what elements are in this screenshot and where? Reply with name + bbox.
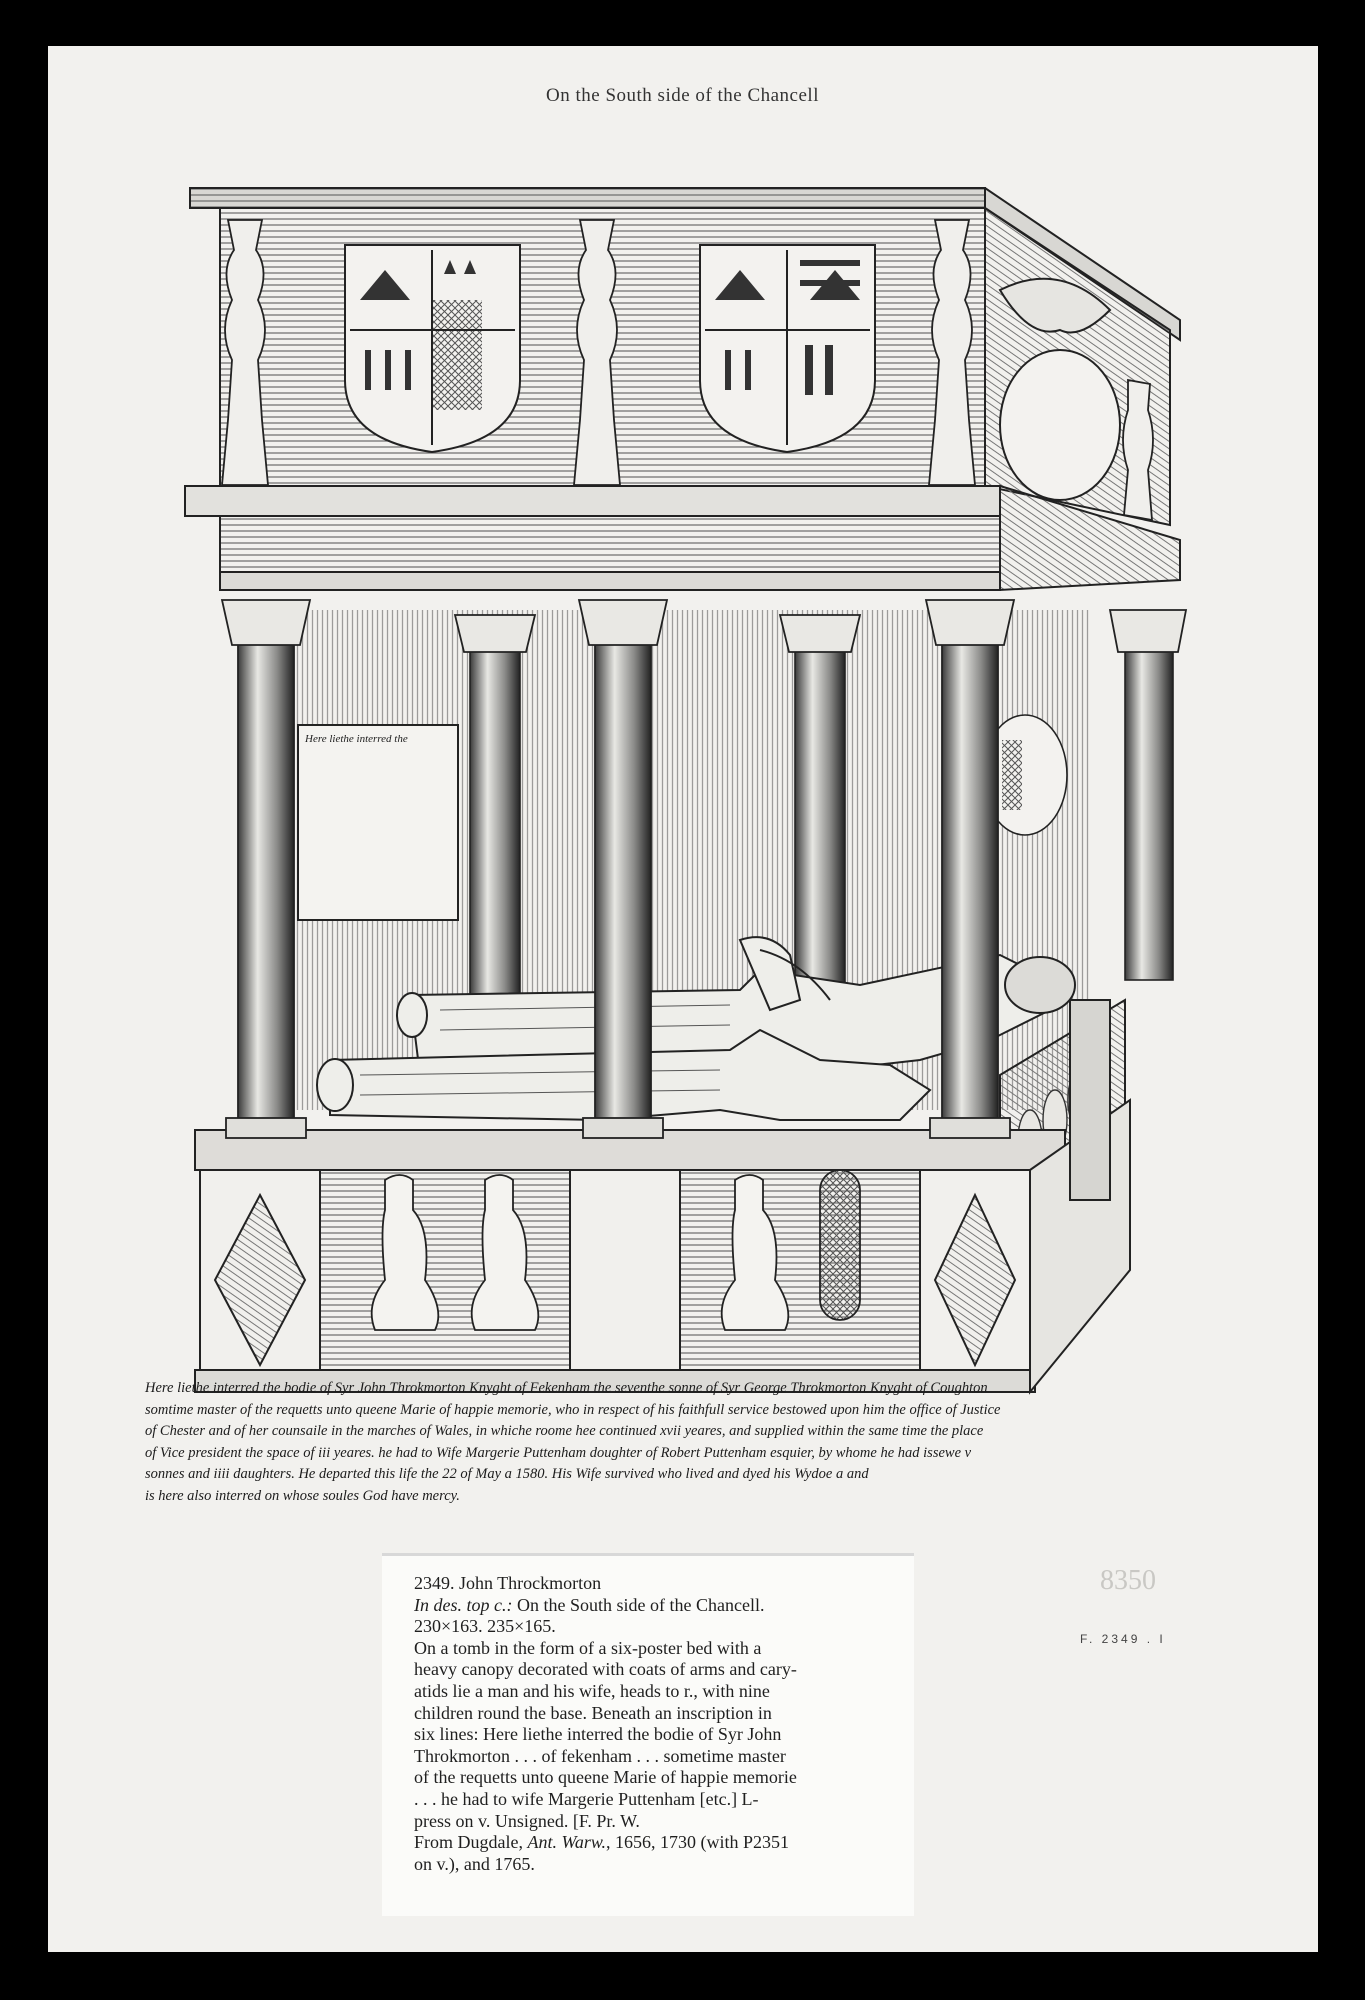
inscription-line: is here also interred on whose soules God have mercy.	[145, 1487, 460, 1504]
catalog-line: press on v. Unsigned. [F. Pr. W.	[414, 1810, 640, 1831]
catalog-line: six lines: Here liethe interred the bodie of Syr John	[414, 1724, 782, 1745]
catalog-line: heavy canopy decorated with coats of arms and cary-	[414, 1659, 797, 1680]
inscription-line: of Vice president the space of iii yeares. he had to Wife Margerie Puttenham doughter of Robert Puttenham esquier, by whome he had issewe v	[145, 1444, 972, 1461]
catalog-line: On a tomb in the form of a six-poster bed with a	[414, 1637, 762, 1658]
faint-stamp: 8350	[1100, 1565, 1156, 1596]
inscription-line: Here liethe interred the bodie of Syr John Throkmorton Knyght of Fekenham the seventhe sonne of Syr George Throkmorton Knyght of Coughton	[145, 1380, 988, 1396]
side-reference: F. 2349 . I	[1080, 1632, 1166, 1646]
catalog-line: of the requetts unto queene Marie of happie memorie	[414, 1767, 797, 1788]
catalog-line: children round the base. Beneath an inscription in	[414, 1702, 772, 1723]
inscription-line: somtime master of the requetts unto queene Marie of happie memorie, who in respect of his faithfull service bestowed upon him the office of Justice	[145, 1401, 1001, 1418]
catalog-line: Throkmorton . . . of fekenham . . . sometime master	[414, 1745, 786, 1766]
catalog-text	[414, 1573, 934, 1875]
tomb-inscription	[145, 1378, 1185, 1507]
tablet-text: Here liethe interred the	[305, 733, 408, 745]
inscription-line: sonnes and iiii daughters. He departed this life the 22 of May a 1580. His Wife survived who lived and dyed his Wydoe a and	[145, 1466, 869, 1482]
catalog-line: In des. top c.: On the South side of the Chancell.	[414, 1594, 765, 1615]
catalog-heading: 2349. John Throckmorton	[414, 1573, 602, 1593]
catalog-line: on v.), and 1765.	[414, 1853, 535, 1874]
catalog-line: 230×163. 235×165.	[414, 1616, 556, 1637]
inscription-line: of Chester and of her counsaile in the marches of Wales, in whiche roome hee continued xvii yeares, and supplied within the same time the place	[145, 1423, 984, 1439]
catalog-line: From Dugdale, Ant. Warw., 1656, 1730 (with P2351	[414, 1832, 790, 1853]
catalog-line: . . . he had to wife Margerie Puttenham [etc.] L-	[414, 1788, 759, 1809]
catalog-line: atids lie a man and his wife, heads to r., with nine	[414, 1680, 770, 1701]
engraving-caption: On the South side of the Chancell	[546, 85, 819, 106]
